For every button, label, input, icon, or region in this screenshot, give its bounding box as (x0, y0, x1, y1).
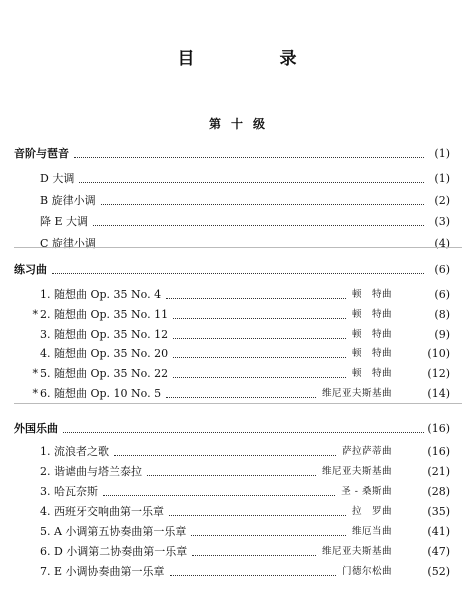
dot-leader (170, 575, 336, 576)
page-number: (21) (427, 465, 450, 478)
page-title: 目 录 (177, 49, 331, 69)
dot-leader (173, 357, 346, 358)
composer-credit: 维尼亚夫斯基曲 (321, 546, 392, 557)
entry-title: B 旋律小调 (40, 192, 99, 210)
composer-credit: 顿 特曲 (351, 308, 392, 320)
composer-credit: 维尼亚夫斯基曲 (321, 388, 392, 399)
page-number: (8) (434, 307, 450, 321)
page-number: (2) (434, 193, 450, 207)
section-divider (14, 403, 462, 404)
composer-credit: 门德尔松曲 (341, 566, 392, 577)
dot-leader (166, 397, 316, 398)
page-number: (3) (434, 215, 450, 228)
dot-leader (169, 515, 346, 516)
dot-leader (173, 318, 346, 319)
dot-leader (79, 182, 424, 183)
composer-credit: 顿 特曲 (351, 348, 392, 360)
dot-leader (101, 204, 424, 205)
page-number: (9) (434, 327, 450, 341)
page-number: (35) (427, 505, 450, 518)
toc-entry[interactable] (0, 326, 474, 344)
toc-entry[interactable] (0, 385, 474, 403)
dot-leader (74, 157, 424, 158)
page-number: (47) (427, 545, 450, 558)
starred-marker: * (32, 387, 38, 400)
toc-entry[interactable] (0, 235, 474, 253)
entry-title: 3. 哈瓦奈斯 (40, 483, 101, 501)
entry-title: 3. 随想曲 Op. 35 No. 12 (40, 326, 171, 344)
dot-leader (192, 555, 316, 556)
page-number: (14) (427, 387, 450, 400)
toc-entry[interactable] (0, 213, 474, 231)
section-title: 练习曲 (14, 261, 50, 279)
toc-entry[interactable] (0, 365, 474, 383)
composer-credit: 萨拉萨蒂曲 (341, 446, 392, 457)
toc-entry[interactable] (0, 463, 474, 481)
composer-credit: 拉 罗曲 (351, 506, 392, 517)
page-number: (16) (427, 422, 450, 435)
entry-title: 6. 随想曲 Op. 10 No. 5 (40, 385, 164, 403)
composer-credit: 顿 特曲 (351, 289, 392, 300)
section-title: 外国乐曲 (14, 420, 61, 438)
section-header[interactable] (0, 261, 474, 279)
page-number: (1) (434, 147, 450, 160)
dot-leader (191, 535, 346, 536)
page-number: (52) (427, 565, 450, 578)
section-header[interactable] (0, 145, 474, 163)
dot-leader (147, 475, 316, 476)
dot-leader (93, 225, 424, 226)
dot-leader (173, 377, 346, 378)
entry-title: 5. A 小调第五协奏曲第一乐章 (40, 523, 189, 541)
section-divider (14, 247, 462, 248)
starred-marker: * (32, 367, 38, 381)
toc-entry[interactable] (0, 345, 474, 363)
toc-entry[interactable] (0, 503, 474, 521)
page-number: (6) (434, 263, 450, 276)
entry-title: 5. 随想曲 Op. 35 No. 22 (40, 365, 171, 383)
toc-entry[interactable] (0, 523, 474, 541)
entry-title: 2. 随想曲 Op. 35 No. 11 (40, 306, 171, 324)
composer-credit: 顿 特曲 (351, 368, 392, 380)
entry-title: D 大调 (40, 170, 77, 188)
dot-leader (103, 495, 335, 496)
toc-entry[interactable] (0, 192, 474, 210)
entry-title: 1. 随想曲 Op. 35 No. 4 (40, 286, 164, 304)
starred-marker: * (32, 307, 38, 321)
entry-title: 4. 西班牙交响曲第一乐章 (40, 503, 167, 521)
dot-leader (63, 432, 424, 433)
page-number: (1) (434, 172, 450, 185)
toc-entry[interactable] (0, 543, 474, 561)
dot-leader (173, 338, 346, 339)
toc-entry[interactable] (0, 286, 474, 304)
entry-title: C 旋律小调 (40, 235, 99, 253)
entry-title: 2. 谐谑曲与塔兰泰拉 (40, 463, 145, 481)
composer-credit: 维厄当曲 (351, 526, 392, 537)
composer-credit: 维尼亚夫斯基曲 (321, 466, 392, 477)
composer-credit: 顿 特曲 (351, 328, 392, 340)
entry-title: 降 E 大调 (40, 213, 91, 231)
toc-entry[interactable] (0, 443, 474, 461)
entry-title: 6. D 小调第二协奏曲第一乐章 (40, 543, 190, 561)
dot-leader (52, 273, 424, 274)
entry-title: 1. 流浪者之歌 (40, 443, 112, 461)
dot-leader (166, 298, 346, 299)
dot-leader (114, 455, 336, 456)
page-number: (6) (434, 288, 450, 301)
page-number: (4) (434, 236, 450, 250)
section-header[interactable] (0, 420, 474, 438)
section-title: 音阶与琶音 (14, 145, 72, 163)
page-number: (12) (427, 367, 450, 381)
toc-entry[interactable] (0, 563, 474, 581)
entry-title: 4. 随想曲 Op. 35 No. 20 (40, 345, 171, 363)
toc-entry[interactable] (0, 306, 474, 324)
toc-entry[interactable] (0, 483, 474, 501)
page-number: (28) (427, 485, 450, 498)
level-heading: 第十级 (208, 117, 275, 131)
toc-entry[interactable] (0, 170, 474, 188)
composer-credit: 圣 - 桑斯曲 (341, 486, 392, 497)
page-number: (10) (427, 347, 450, 361)
page-number: (16) (427, 445, 450, 458)
page-number: (41) (427, 525, 450, 538)
entry-title: 7. E 小调协奏曲第一乐章 (40, 563, 168, 581)
